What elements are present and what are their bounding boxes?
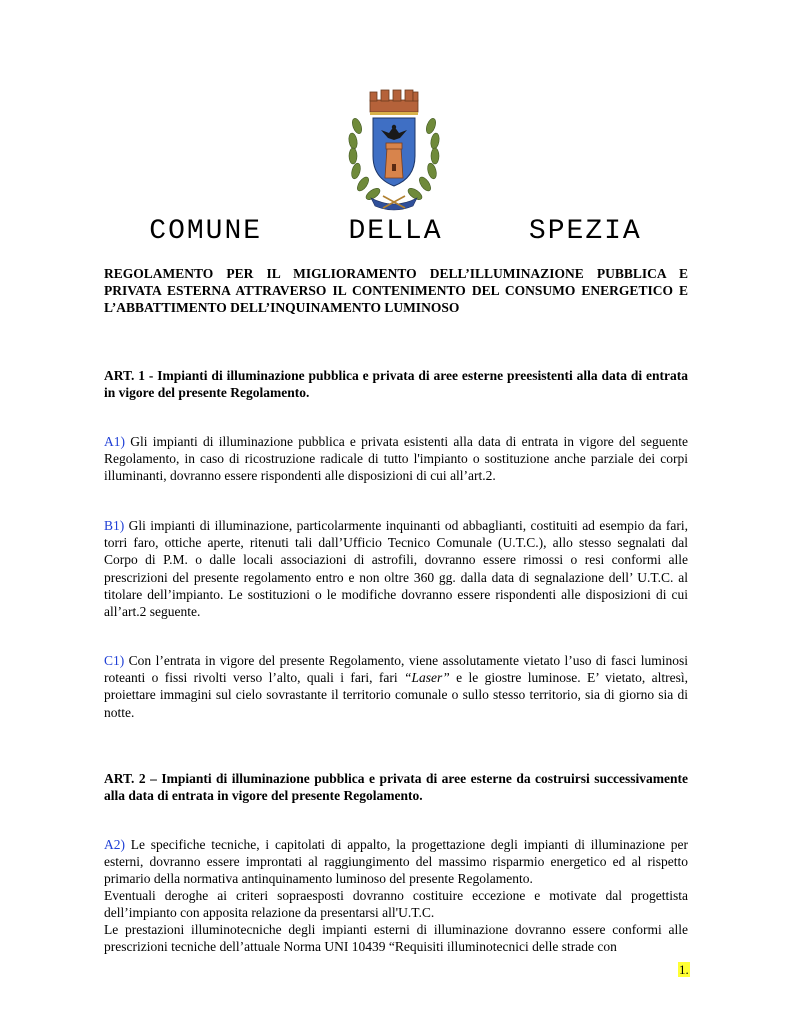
- coat-of-arms-icon: [343, 86, 445, 216]
- text-c1-b: e le giostre luminose. E’ vietato, altresì, proiettare immagini sul cielo sovrastante il territorio comunale o sullo stesso territorio, sia di giorno sia di notte.: [104, 670, 688, 720]
- text-b1: Gli impianti di illuminazione, particolarmente inquinanti od abbaglianti, costituiti ad esempio da fari, torri faro, ottiche aperte, ritenuti tali dall’Ufficio Tecnico Comunale (U.T.C.), allo stesso segnalati dal Corpo di P.M. o dalle locali associazioni di astrofili, dovranno essere rimossi o resi conformi alle prescrizioni del presente regolamento entro e non oltre 360 gg. dalla data di segnalazione dell’ U.T.C. al titolare dell’impianto. Le sostituzioni o le modifiche dovranno essere rispondenti alle disposizioni di cui all’art.2 seguente.: [104, 518, 688, 620]
- label-b1: B1): [104, 518, 125, 533]
- label-c1: C1): [104, 653, 125, 668]
- paragraph-a2-prestazioni: Le prestazioni illuminotecniche degli impianti esterni di illuminazione dovranno essere conformi alle prescrizioni tecniche dell’attuale Norma UNI 10439 “Requisiti illuminotecnici delle strade con: [104, 922, 688, 955]
- page-number: 1.: [679, 962, 689, 977]
- label-a2: A2): [104, 837, 125, 852]
- city-title: COMUNE DELLA SPEZIA: [149, 216, 642, 247]
- label-a1: A1): [104, 434, 125, 449]
- paragraph-c1: [104, 652, 688, 721]
- paragraph-a1: [104, 433, 688, 485]
- paragraph-a2: [104, 836, 688, 888]
- text-a2: Le specifiche tecniche, i capitolati di appalto, la progettazione degli impianti di illuminazione per esterni, dovranno essere improntati al raggiungimento del massimo risparmio energetico ed al rispetto primario della normativa antinquinamento luminoso del presente Regolamento.: [104, 837, 688, 887]
- paragraph-a2-deroghe: Eventuali deroghe ai criteri sopraesposti dovranno costituire eccezione e motivate dal progettista dell’impianto con apposita relazione da presentarsi all'U.T.C.: [104, 888, 688, 921]
- paragraph-b1: [104, 517, 688, 620]
- text-c1-laser: “Laser”: [403, 670, 450, 686]
- text-c1-a: Con l’entrata in vigore del presente Regolamento, viene assolutamente vietato l’uso di fasci luminosi roteanti o fissi rivolti verso l’alto, quali i fari, fari: [104, 653, 688, 686]
- regulation-title: REGOLAMENTO PER IL MIGLIORAMENTO DELL’ILLUMINAZIONE PUBBLICA E PRIVATA ESTERNA ATTRAVERSO IL CONTENIMENTO DEL CONSUMO ENERGETICO E L’ABBATTIMENTO DELL’INQUINAMENTO LUMINOSO: [104, 266, 688, 316]
- text-a1: Gli impianti di illuminazione pubblica e privata esistenti alla data di entrata in vigore del seguente Regolamento, in caso di ricostruzione radicale di tutto l'impianto o sostituzione anche parziale dei corpi illuminanti, dovranno essere rispondenti alle disposizioni di cui all’art.2.: [104, 434, 688, 484]
- art2-heading: ART. 2 – Impianti di illuminazione pubblica e privata di aree esterne da costruirsi successivamente alla data di entrata in vigore del presente Regolamento.: [104, 771, 688, 804]
- art1-heading: ART. 1 - Impianti di illuminazione pubblica e privata di aree esterne preesistenti alla data di entrata in vigore del presente Regolamento.: [104, 368, 688, 401]
